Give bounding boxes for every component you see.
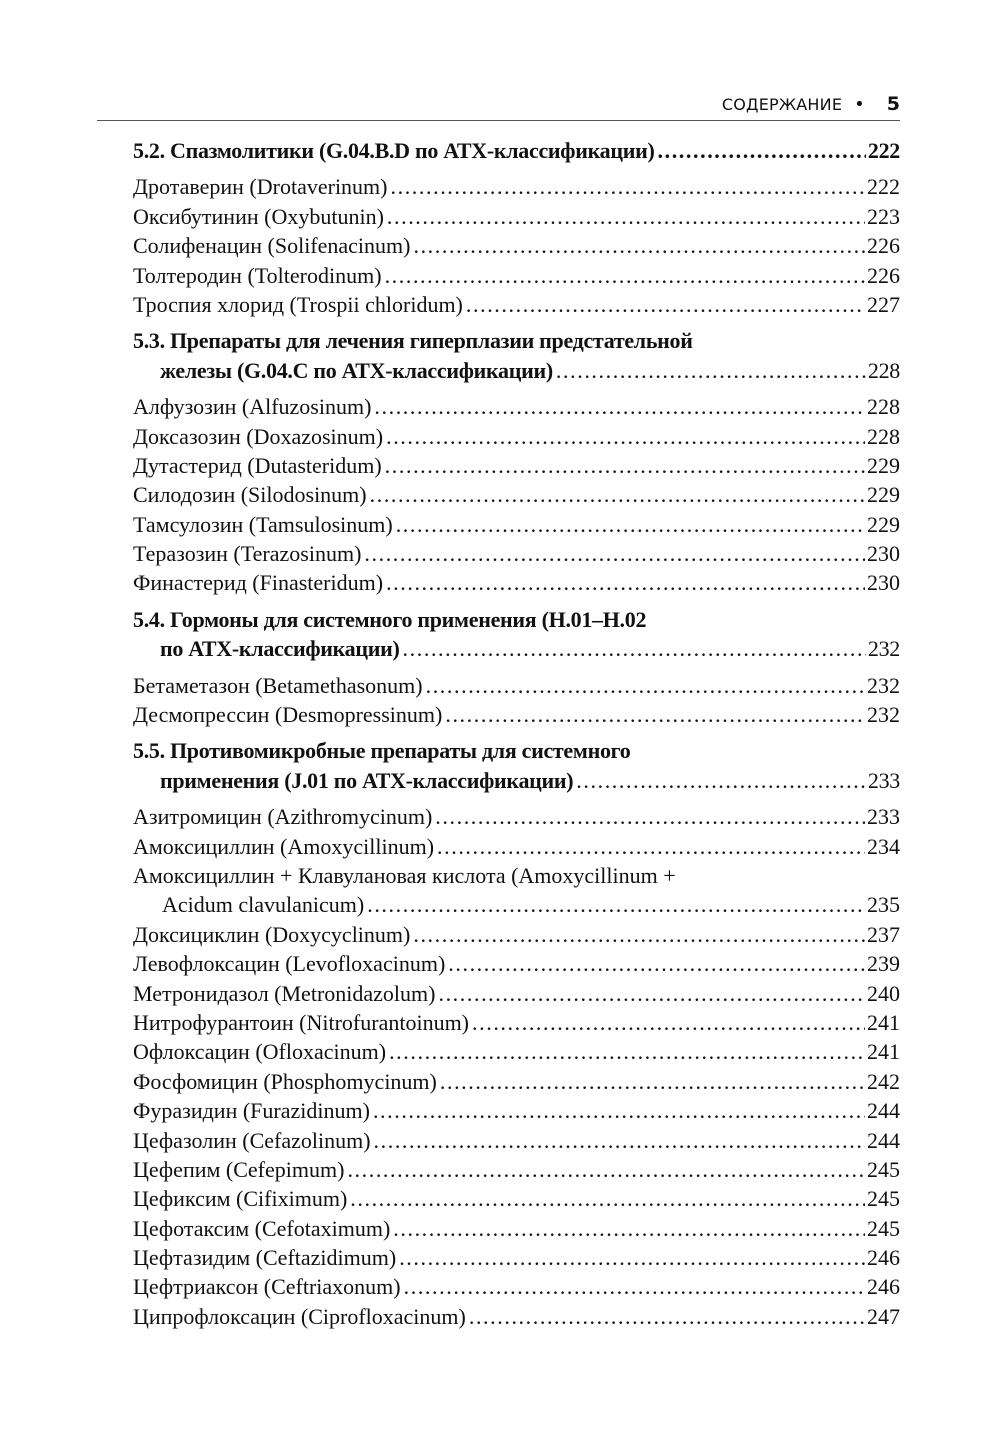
table-of-contents xyxy=(133,136,900,1331)
toc-entry[interactable] xyxy=(133,1243,900,1272)
toc-entry[interactable] xyxy=(133,671,900,700)
dot-leader xyxy=(391,172,866,201)
entry-label: Доксазозин (Doxazosinum) xyxy=(133,423,384,449)
dot-leader xyxy=(386,422,865,451)
dot-leader xyxy=(658,136,866,165)
entry-label: Бетаметазон (Betamethasonum) xyxy=(133,672,423,698)
dot-leader xyxy=(435,802,865,831)
entry-label: Цефотаксим (Cefotaximum) xyxy=(133,1215,391,1241)
entry-page: 244 xyxy=(867,1098,900,1124)
entry-page: 228 xyxy=(867,423,900,449)
toc-entry[interactable] xyxy=(133,480,900,509)
entry-page: 230 xyxy=(867,570,900,596)
entry-page: 246 xyxy=(867,1245,900,1271)
dot-leader xyxy=(374,1126,865,1155)
entry-label: Метронидазол (Metronidazolum) xyxy=(133,980,436,1006)
toc-entry[interactable] xyxy=(133,1037,900,1066)
toc-entry[interactable] xyxy=(133,202,900,231)
toc-entry[interactable] xyxy=(133,510,900,539)
section-title-line1: 5.3. Препараты для лечения гиперплазии предстательной xyxy=(133,328,693,354)
entry-label: Доксициклин (Doxycyclinum) xyxy=(133,921,411,947)
entry-label: Цефтриаксон (Ceftriaxonum) xyxy=(133,1274,401,1300)
toc-entry[interactable] xyxy=(133,539,900,568)
toc-entry[interactable] xyxy=(133,1096,900,1125)
entry-page: 247 xyxy=(867,1303,900,1329)
dot-leader xyxy=(393,1214,865,1243)
toc-entry[interactable] xyxy=(133,802,900,831)
toc-entry-multiline[interactable] xyxy=(133,861,900,920)
section-title-line2: железы (G.04.C по АТХ-классификации) xyxy=(160,357,553,383)
entry-label: Нитрофурантоин (Nitrofurantoinum) xyxy=(133,1009,470,1035)
entry-label: Цефепим (Cefepimum) xyxy=(133,1156,345,1182)
toc-entry[interactable] xyxy=(133,1155,900,1184)
entry-label: Финастерид (Finasteridum) xyxy=(133,570,384,596)
toc-entry[interactable] xyxy=(133,1008,900,1037)
entry-label: Офлоксацин (Ofloxacinum) xyxy=(133,1039,387,1065)
toc-entry[interactable] xyxy=(133,1126,900,1155)
entry-page: 241 xyxy=(867,1009,900,1035)
toc-entry[interactable] xyxy=(133,1302,900,1331)
dot-leader xyxy=(386,568,865,597)
toc-section-5-3[interactable] xyxy=(133,326,900,385)
entry-label: Дротаверин (Drotaverinum) xyxy=(133,174,388,200)
toc-entry[interactable] xyxy=(133,979,900,1008)
entry-label: Солифенацин (Solifenacinum) xyxy=(133,233,411,259)
entry-page: 227 xyxy=(867,291,900,317)
toc-entry[interactable] xyxy=(133,451,900,480)
entry-page: 232 xyxy=(867,702,900,728)
entry-page: 232 xyxy=(867,672,900,698)
dot-leader xyxy=(396,510,865,539)
dot-leader xyxy=(370,480,865,509)
toc-entry[interactable] xyxy=(133,290,900,319)
dot-leader xyxy=(389,1037,865,1066)
entry-page: 222 xyxy=(867,174,900,200)
entry-page: 239 xyxy=(867,951,900,977)
dot-leader xyxy=(472,1008,865,1037)
entry-label-line2: Acidum clavulanicum) xyxy=(162,892,365,918)
toc-entry[interactable] xyxy=(133,568,900,597)
toc-entry[interactable] xyxy=(133,700,900,729)
entry-label: Алфузозин (Alfuzosinum) xyxy=(133,394,372,420)
section-page: 228 xyxy=(867,357,900,383)
entry-page: 223 xyxy=(867,203,900,229)
entry-label: Ципрофлоксацин (Ciprofloxacinum) xyxy=(133,1303,466,1329)
section-title-line1: 5.4. Гормоны для системного применения (H.01–H.02 xyxy=(133,606,647,632)
running-head-title: СОДЕРЖАНИЕ xyxy=(721,94,843,114)
entry-label: Силодозин (Silodosinum) xyxy=(133,482,367,508)
dot-leader xyxy=(448,949,865,978)
dot-leader xyxy=(350,1184,865,1213)
dot-leader xyxy=(374,392,865,421)
entry-label: Толтеродин (Tolterodinum) xyxy=(133,262,382,288)
dot-leader xyxy=(399,1243,865,1272)
entry-label: Фосфомицин (Phosphomycinum) xyxy=(133,1068,437,1094)
toc-section-5-5[interactable] xyxy=(133,736,900,795)
entry-label: Тамсулозин (Tamsulosinum) xyxy=(133,511,393,537)
dot-leader xyxy=(438,979,865,1008)
entry-label: Десмопрессин (Desmopressinum) xyxy=(133,702,443,728)
toc-section-5-2[interactable] xyxy=(133,136,900,165)
running-head xyxy=(97,88,900,121)
entry-page: 242 xyxy=(867,1068,900,1094)
entry-page: 237 xyxy=(867,921,900,947)
section-title-line2: применения (J.01 по АТХ-классификации) xyxy=(160,767,574,793)
entry-page: 234 xyxy=(867,833,900,859)
dot-leader xyxy=(385,261,865,290)
section-title-line1: 5.5. Противомикробные препараты для системного xyxy=(133,738,631,764)
entry-label: Теразозин (Terazosinum) xyxy=(133,541,362,567)
entry-label: Амоксициллин (Amoxycillinum) xyxy=(133,833,435,859)
entry-label: Фуразидин (Furazidinum) xyxy=(133,1098,370,1124)
entry-page: 246 xyxy=(867,1274,900,1300)
dot-leader xyxy=(440,1067,865,1096)
toc-entry[interactable] xyxy=(133,392,900,421)
section-page: 222 xyxy=(867,138,900,163)
entry-page: 226 xyxy=(867,262,900,288)
dot-leader xyxy=(387,202,865,231)
entry-label: Азитромицин (Azithromycinum) xyxy=(133,804,433,830)
toc-entry[interactable] xyxy=(133,422,900,451)
entry-page: 241 xyxy=(867,1039,900,1065)
toc-entry[interactable] xyxy=(133,231,900,260)
dot-leader xyxy=(364,539,865,568)
entry-page: 226 xyxy=(867,233,900,259)
dot-leader xyxy=(437,832,865,861)
entry-page: 228 xyxy=(867,394,900,420)
section-title: 5.2. Спазмолитики (G.04.B.D по АТХ-классификации) xyxy=(133,138,655,163)
toc-entry[interactable] xyxy=(133,1184,900,1213)
section-page: 232 xyxy=(867,636,900,662)
bullet-icon: • xyxy=(854,93,865,115)
dot-leader xyxy=(556,356,866,385)
toc-entry[interactable] xyxy=(133,832,900,861)
dot-leader xyxy=(413,920,865,949)
dot-leader xyxy=(466,290,865,319)
entry-page: 233 xyxy=(867,804,900,830)
entry-page: 244 xyxy=(867,1127,900,1153)
toc-entry[interactable] xyxy=(133,172,900,201)
entry-label: Троспия хлорид (Trospii chloridum) xyxy=(133,291,463,317)
dot-leader xyxy=(385,451,865,480)
dot-leader xyxy=(426,671,865,700)
entry-page: 245 xyxy=(867,1156,900,1182)
toc-entry[interactable] xyxy=(133,920,900,949)
dot-leader xyxy=(373,1096,865,1125)
entry-page: 230 xyxy=(867,541,900,567)
entry-page: 229 xyxy=(867,511,900,537)
entry-page: 229 xyxy=(867,452,900,478)
toc-entry[interactable] xyxy=(133,1272,900,1301)
entry-label: Цефиксим (Cifiximum) xyxy=(133,1186,348,1212)
toc-entry[interactable] xyxy=(133,1214,900,1243)
entry-label: Цефтазидим (Ceftazidimum) xyxy=(133,1245,397,1271)
entry-page: 240 xyxy=(867,980,900,1006)
dot-leader xyxy=(347,1155,865,1184)
entry-page: 229 xyxy=(867,482,900,508)
section-page: 233 xyxy=(867,767,900,793)
dot-leader xyxy=(404,1272,865,1301)
section-title-line2: по АТХ-классификации) xyxy=(160,636,400,662)
dot-leader xyxy=(403,634,866,663)
dot-leader xyxy=(445,700,865,729)
toc-entry[interactable] xyxy=(133,261,900,290)
dot-leader xyxy=(469,1302,865,1331)
toc-entry[interactable] xyxy=(133,1067,900,1096)
toc-section-5-4[interactable] xyxy=(133,605,900,664)
entry-label: Дутастерид (Dutasteridum) xyxy=(133,452,382,478)
entry-page: 235 xyxy=(867,892,900,918)
page-number: 5 xyxy=(886,93,900,115)
entry-page: 245 xyxy=(867,1215,900,1241)
dot-leader xyxy=(413,231,865,260)
entry-label: Оксибутинин (Oxybutunin) xyxy=(133,203,384,229)
entry-page: 245 xyxy=(867,1186,900,1212)
toc-entry[interactable] xyxy=(133,949,900,978)
dot-leader xyxy=(576,766,866,795)
dot-leader xyxy=(367,890,865,919)
entry-label: Левофлоксацин (Levofloxacinum) xyxy=(133,951,446,977)
entry-label: Цефазолин (Cefazolinum) xyxy=(133,1127,371,1153)
entry-label-line1: Амоксициллин + Клавулановая кислота (Amoxycillinum + xyxy=(133,862,676,888)
